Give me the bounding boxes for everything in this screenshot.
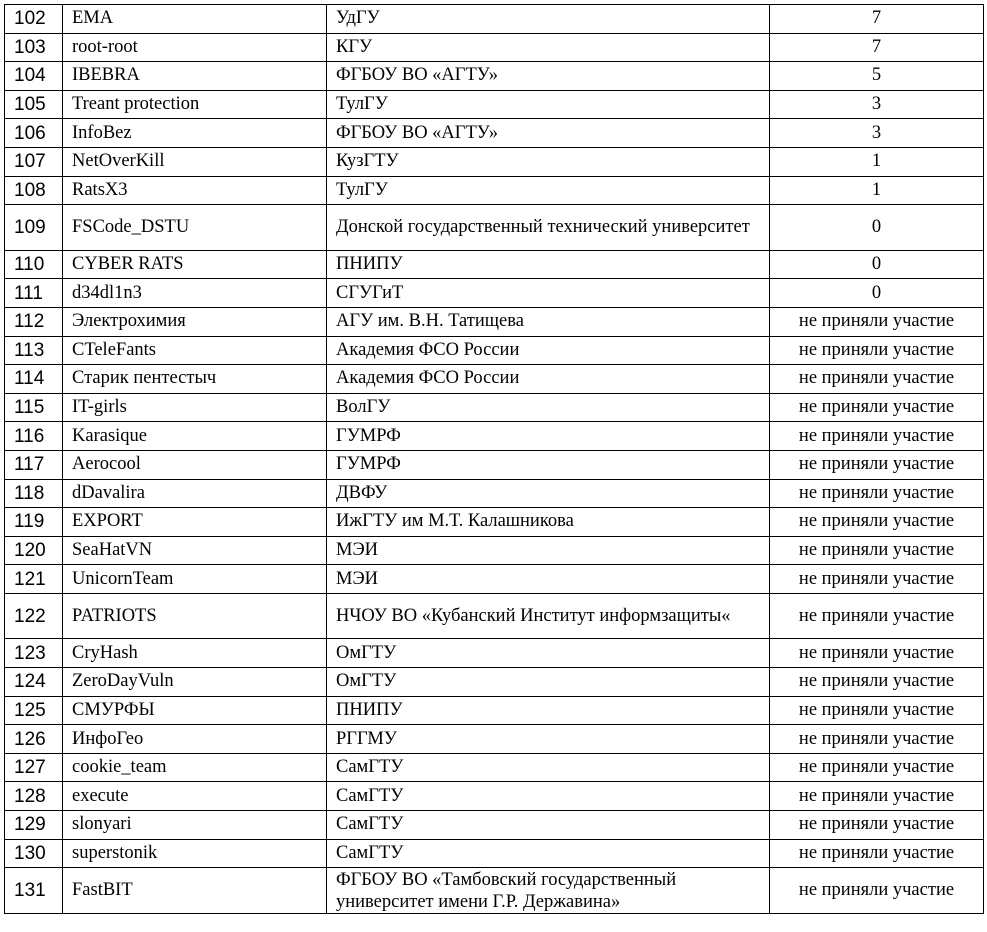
organization: ТулГУ xyxy=(327,90,770,119)
organization: МЭИ xyxy=(327,565,770,594)
row-number: 103 xyxy=(5,33,63,62)
team-name: dDavalira xyxy=(63,479,327,508)
row-number: 105 xyxy=(5,90,63,119)
table-row xyxy=(5,508,984,537)
score: не приняли участие xyxy=(770,593,984,639)
team-name: InfoBez xyxy=(63,119,327,148)
table-row xyxy=(5,33,984,62)
table-row xyxy=(5,753,984,782)
table-row xyxy=(5,811,984,840)
organization: СамГТУ xyxy=(327,811,770,840)
table-row xyxy=(5,147,984,176)
table-row xyxy=(5,365,984,394)
table-row xyxy=(5,639,984,668)
row-number: 106 xyxy=(5,119,63,148)
team-name: IT-girls xyxy=(63,393,327,422)
team-name: СМУРФЫ xyxy=(63,696,327,725)
organization: ФГБОУ ВО «Тамбовский государственный университет имени Г.Р. Державина» xyxy=(327,868,770,914)
table-row xyxy=(5,250,984,279)
team-name: Karasique xyxy=(63,422,327,451)
row-number: 115 xyxy=(5,393,63,422)
row-number: 117 xyxy=(5,450,63,479)
team-name: cookie_team xyxy=(63,753,327,782)
organization: ПНИПУ xyxy=(327,250,770,279)
row-number: 111 xyxy=(5,279,63,308)
team-name: superstonik xyxy=(63,839,327,868)
score: 1 xyxy=(770,147,984,176)
team-name: CTeleFants xyxy=(63,336,327,365)
team-name: NetOverKill xyxy=(63,147,327,176)
table-row xyxy=(5,5,984,34)
row-number: 114 xyxy=(5,365,63,394)
team-name: Treant protection xyxy=(63,90,327,119)
organization: ГУМРФ xyxy=(327,450,770,479)
row-number: 107 xyxy=(5,147,63,176)
team-name: slonyari xyxy=(63,811,327,840)
score: не приняли участие xyxy=(770,336,984,365)
table-row xyxy=(5,725,984,754)
score: не приняли участие xyxy=(770,696,984,725)
table-row xyxy=(5,393,984,422)
row-number: 127 xyxy=(5,753,63,782)
row-number: 113 xyxy=(5,336,63,365)
table-row xyxy=(5,668,984,697)
team-name: FSCode_DSTU xyxy=(63,205,327,251)
row-number: 118 xyxy=(5,479,63,508)
table-row xyxy=(5,593,984,639)
table-row xyxy=(5,119,984,148)
row-number: 129 xyxy=(5,811,63,840)
table-row xyxy=(5,90,984,119)
results-table xyxy=(4,4,984,914)
row-number: 125 xyxy=(5,696,63,725)
row-number: 104 xyxy=(5,62,63,91)
score: не приняли участие xyxy=(770,639,984,668)
table-row xyxy=(5,176,984,205)
organization: Академия ФСО России xyxy=(327,365,770,394)
table-row xyxy=(5,839,984,868)
table-row xyxy=(5,565,984,594)
row-number: 130 xyxy=(5,839,63,868)
organization: ФГБОУ ВО «АГТУ» xyxy=(327,62,770,91)
organization: ПНИПУ xyxy=(327,696,770,725)
score: 1 xyxy=(770,176,984,205)
score: не приняли участие xyxy=(770,868,984,914)
organization: РГГМУ xyxy=(327,725,770,754)
row-number: 123 xyxy=(5,639,63,668)
score: не приняли участие xyxy=(770,393,984,422)
table-row xyxy=(5,450,984,479)
table-row xyxy=(5,536,984,565)
organization: ТулГУ xyxy=(327,176,770,205)
team-name: FastBIT xyxy=(63,868,327,914)
row-number: 126 xyxy=(5,725,63,754)
team-name: ИнфоГео xyxy=(63,725,327,754)
score: не приняли участие xyxy=(770,536,984,565)
row-number: 112 xyxy=(5,307,63,336)
team-name: SeaHatVN xyxy=(63,536,327,565)
table-row xyxy=(5,307,984,336)
team-name: IBEBRA xyxy=(63,62,327,91)
table-row xyxy=(5,336,984,365)
score: 7 xyxy=(770,33,984,62)
score: не приняли участие xyxy=(770,508,984,537)
organization: СамГТУ xyxy=(327,782,770,811)
table-row xyxy=(5,696,984,725)
organization: НЧОУ ВО «Кубанский Институт информзащиты« xyxy=(327,593,770,639)
row-number: 124 xyxy=(5,668,63,697)
score: 0 xyxy=(770,205,984,251)
row-number: 102 xyxy=(5,5,63,34)
row-number: 122 xyxy=(5,593,63,639)
table-row xyxy=(5,62,984,91)
row-number: 116 xyxy=(5,422,63,451)
team-name: Старик пентестыч xyxy=(63,365,327,394)
team-name: EXPORT xyxy=(63,508,327,537)
organization: ДВФУ xyxy=(327,479,770,508)
score: 5 xyxy=(770,62,984,91)
row-number: 119 xyxy=(5,508,63,537)
row-number: 121 xyxy=(5,565,63,594)
team-name: RatsX3 xyxy=(63,176,327,205)
score: 7 xyxy=(770,5,984,34)
organization: УдГУ xyxy=(327,5,770,34)
organization: СамГТУ xyxy=(327,839,770,868)
score: не приняли участие xyxy=(770,839,984,868)
score: не приняли участие xyxy=(770,565,984,594)
team-name: Aerocool xyxy=(63,450,327,479)
table-row xyxy=(5,205,984,251)
score: 3 xyxy=(770,90,984,119)
organization: ОмГТУ xyxy=(327,668,770,697)
organization: ОмГТУ xyxy=(327,639,770,668)
organization: Донской государственный технический университет xyxy=(327,205,770,251)
score: не приняли участие xyxy=(770,422,984,451)
organization: Академия ФСО России xyxy=(327,336,770,365)
organization: ВолГУ xyxy=(327,393,770,422)
row-number: 120 xyxy=(5,536,63,565)
score: 3 xyxy=(770,119,984,148)
row-number: 131 xyxy=(5,868,63,914)
team-name: CYBER RATS xyxy=(63,250,327,279)
team-name: PATRIOTS xyxy=(63,593,327,639)
team-name: ZeroDayVuln xyxy=(63,668,327,697)
organization: ФГБОУ ВО «АГТУ» xyxy=(327,119,770,148)
row-number: 110 xyxy=(5,250,63,279)
row-number: 109 xyxy=(5,205,63,251)
team-name: execute xyxy=(63,782,327,811)
table-row xyxy=(5,479,984,508)
organization: СГУГиТ xyxy=(327,279,770,308)
score: не приняли участие xyxy=(770,450,984,479)
organization: МЭИ xyxy=(327,536,770,565)
score: не приняли участие xyxy=(770,365,984,394)
score: не приняли участие xyxy=(770,753,984,782)
team-name: EMA xyxy=(63,5,327,34)
organization: АГУ им. В.Н. Татищева xyxy=(327,307,770,336)
team-name: root-root xyxy=(63,33,327,62)
team-name: Электрохимия xyxy=(63,307,327,336)
table-row xyxy=(5,422,984,451)
row-number: 108 xyxy=(5,176,63,205)
team-name: UnicornTeam xyxy=(63,565,327,594)
team-name: d34dl1n3 xyxy=(63,279,327,308)
table-row xyxy=(5,868,984,914)
score: 0 xyxy=(770,279,984,308)
organization: ИжГТУ им М.Т. Калашникова xyxy=(327,508,770,537)
score: не приняли участие xyxy=(770,668,984,697)
score: не приняли участие xyxy=(770,307,984,336)
table-row xyxy=(5,279,984,308)
score: 0 xyxy=(770,250,984,279)
organization: ГУМРФ xyxy=(327,422,770,451)
organization: КузГТУ xyxy=(327,147,770,176)
score: не приняли участие xyxy=(770,479,984,508)
score: не приняли участие xyxy=(770,725,984,754)
team-name: CryHash xyxy=(63,639,327,668)
score: не приняли участие xyxy=(770,782,984,811)
organization: КГУ xyxy=(327,33,770,62)
score: не приняли участие xyxy=(770,811,984,840)
organization: СамГТУ xyxy=(327,753,770,782)
table-row xyxy=(5,782,984,811)
row-number: 128 xyxy=(5,782,63,811)
